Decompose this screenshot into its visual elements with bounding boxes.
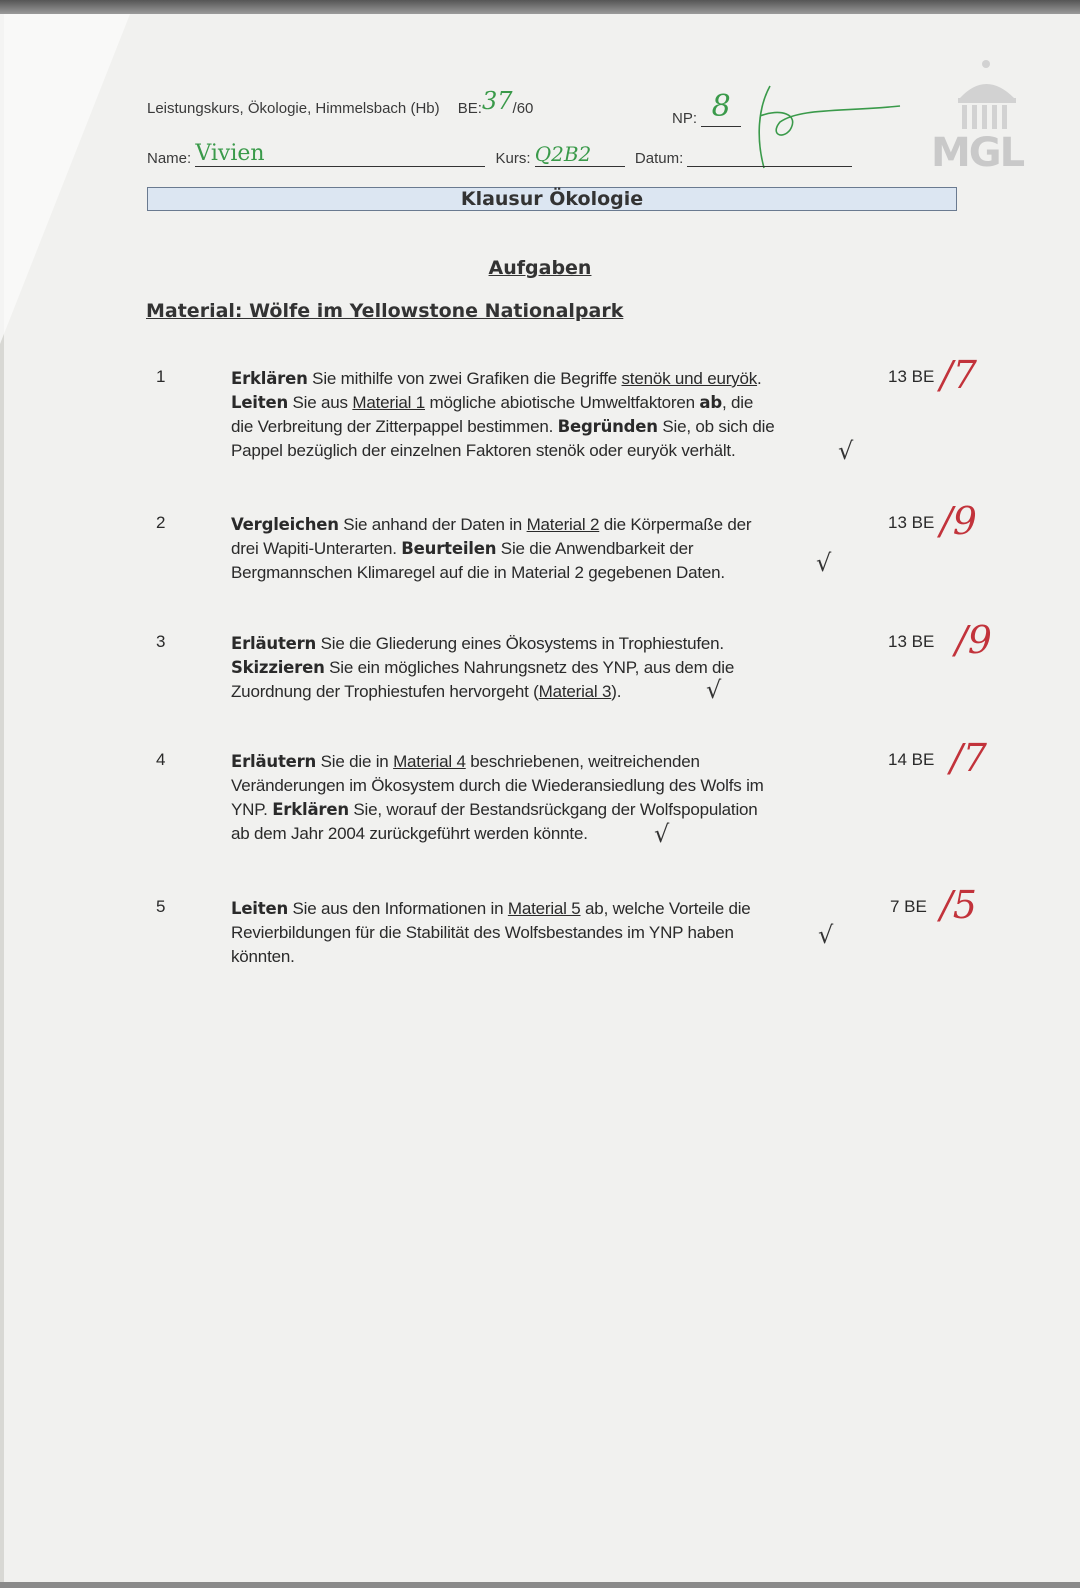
task-number: 2	[156, 513, 166, 532]
task-points: 13 BE	[888, 513, 935, 532]
be-total: /60	[512, 100, 534, 117]
checkmark-icon: √	[706, 676, 722, 704]
task-score: /7	[940, 353, 977, 397]
task-text: Leiten Sie aus den Informationen in Material 5 ab, welche Vorteile die Revierbildungen für die Stabilität des Wolfsbestandes im YNP haben könnten.	[231, 899, 751, 966]
name-label: Name:	[147, 150, 192, 167]
operator: Leiten	[231, 393, 288, 412]
task-points: 13 BE	[888, 367, 935, 386]
task-points: 13 BE	[888, 632, 935, 651]
operator: Begründen	[557, 417, 658, 436]
kurs-value: Q2B2	[534, 142, 592, 166]
exam-title: Klausur Ökologie	[147, 187, 957, 211]
operator: Vergleichen	[231, 515, 339, 534]
school-logo	[922, 58, 1032, 176]
material-heading: Material: Wölfe im Yellowstone Nationalpark	[146, 300, 624, 322]
checkmark-icon: √	[838, 437, 854, 465]
page-fold	[0, 14, 130, 344]
operator: Skizzieren	[231, 658, 325, 677]
checkmark-icon: √	[818, 921, 834, 949]
task-text: Erläutern Sie die in Material 4 beschriebenen, weitreichenden Veränderungen im Ökosystem durch die Wiederansiedlung des Wolfs im YNP. Erklären Sie, worauf der Bestandsrückgang der Wolfspopulation ab dem Jahr 2004 zurückgeführt werden könnte.	[231, 752, 764, 843]
task-points: 7 BE	[890, 897, 927, 916]
name-value: Vivien	[195, 141, 265, 166]
task-text: Erläutern Sie die Gliederung eines Ökosystems in Trophiestufen. Skizzieren Sie ein mögliches Nahrungsnetz des YNP, aus dem die Zuordnung der Trophiestufen hervorgeht (Material 3).	[231, 634, 735, 701]
section-heading: Aufgaben	[488, 257, 592, 279]
be-score: 37	[481, 87, 513, 115]
task-number: 1	[156, 367, 166, 386]
course-line	[147, 87, 534, 119]
task-number: 5	[156, 897, 166, 916]
operator: Erklären	[272, 800, 349, 819]
operator: Erklären	[231, 369, 308, 388]
task-score: /9	[940, 499, 977, 543]
task-score: /5	[940, 883, 977, 927]
checkmark-icon: √	[654, 820, 670, 848]
course-label: Leistungskurs, Ökologie, Himmelsbach (Hb)	[147, 100, 440, 117]
task-text: Erklären Sie mithilfe von zwei Grafiken die Begriffe stenök und euryök. Leiten Sie aus Material 1 mögliche abiotische Umweltfaktoren ab, die die Verbreitung der Zitterpappel bestimmen. Begründen Sie, ob sich die Pappel bezüglich der einzelnen Faktoren stenök oder euryök verhält.	[231, 369, 775, 460]
operator: Erläutern	[231, 634, 317, 653]
checkmark-icon: √	[816, 549, 832, 577]
be-label: BE:	[457, 100, 482, 117]
kurs-label: Kurs:	[495, 150, 531, 167]
np-label: NP:	[672, 110, 698, 127]
datum-label: Datum:	[634, 150, 684, 167]
operator: Erläutern	[231, 752, 317, 771]
building-icon	[922, 58, 1032, 138]
np-value: 8	[711, 89, 731, 124]
task-points: 14 BE	[888, 750, 935, 769]
datum-field	[687, 149, 852, 167]
scan-top-edge	[0, 0, 1080, 14]
task-score: /9	[955, 618, 992, 662]
logo-text: MGL	[930, 130, 1024, 176]
task-score: /7	[950, 736, 987, 780]
task-number: 4	[156, 750, 166, 769]
signature-mark	[720, 78, 920, 188]
operator: Beurteilen	[401, 539, 497, 558]
operator: Leiten	[231, 899, 288, 918]
task-number: 3	[156, 632, 166, 651]
name-line	[147, 141, 852, 167]
scan-bottom-edge	[0, 1582, 1080, 1588]
task-text: Vergleichen Sie anhand der Daten in Material 2 die Körpermaße der drei Wapiti-Unterarten. Beurteilen Sie die Anwendbarkeit der Bergmannschen Klimaregel auf die in Material 2 gegebenen Daten.	[231, 515, 752, 582]
